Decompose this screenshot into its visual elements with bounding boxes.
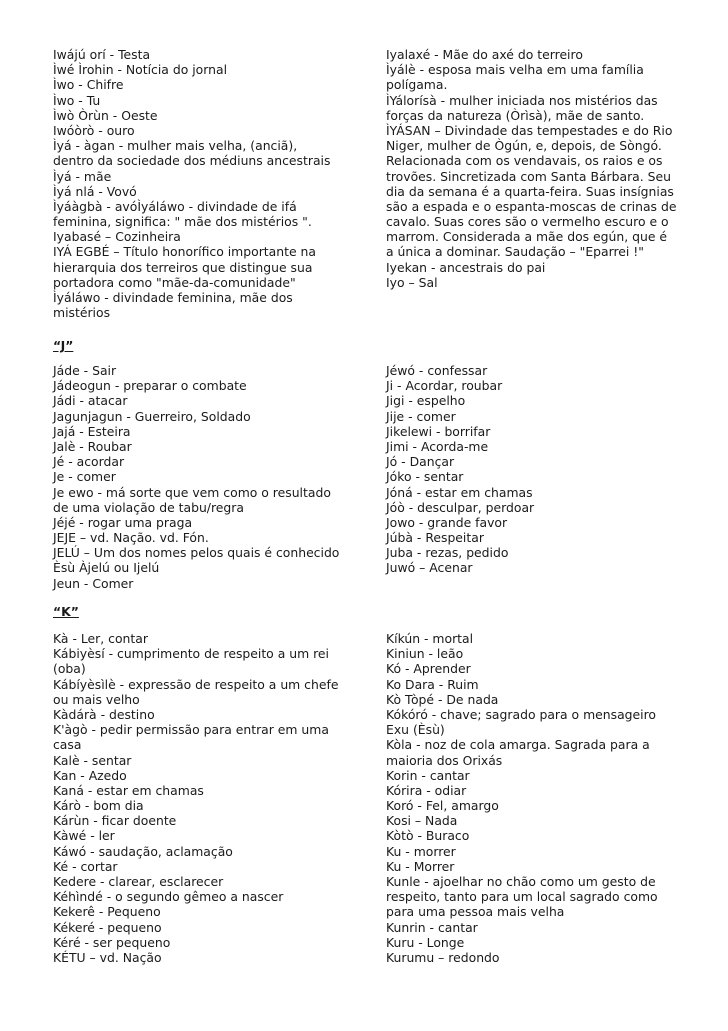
section-j-heading: “J” — [53, 338, 74, 353]
entry-line: dia da semana é a quarta-feira. Suas insígnias — [386, 183, 674, 199]
entry-line: Kalè - sentar — [53, 752, 132, 768]
entry-line: Ìyálè - esposa mais velha em uma família — [386, 62, 644, 78]
entry-line: Jajá - Esteira — [53, 423, 131, 439]
entry-line: forças da natureza (Òrìsà), mãe de santo. — [386, 107, 645, 123]
entry-line: Jéwó - confessar — [386, 363, 488, 378]
entry-line: Jikelewi - borrifar — [386, 423, 491, 439]
section-k-left-column — [53, 631, 353, 965]
section-j-left-column — [53, 363, 353, 591]
entry-line: para uma pessoa mais velha — [386, 904, 565, 920]
entry-line: Jó - Dançar — [386, 454, 455, 470]
entry-line: Kókóró - chave; sagrado para o mensageiro — [386, 706, 656, 722]
entry-line: Niger, mulher de Ògún, e, depois, de Sòngó. — [386, 138, 662, 154]
entry-line: Exu (Èsù) — [386, 722, 445, 738]
entry-line: Kunle - ajoelhar no chão como um gesto de — [386, 874, 656, 889]
section-i-right-column — [386, 47, 676, 290]
entry-line: marrom. Considerada a mãe dos egún, que é — [386, 229, 668, 245]
entry-line: Je - comer — [53, 469, 116, 485]
entry-line: Kòtò - Buraco — [386, 828, 470, 844]
entry-line: polígama. — [386, 77, 448, 93]
entry-line: Jádeogun - preparar o combate — [53, 378, 247, 394]
entry-line: Kòla - noz de cola amarga. Sagrada para a — [386, 737, 650, 753]
entry-line: (oba) — [53, 661, 86, 677]
entry-line: Kosi – Nada — [386, 813, 458, 829]
entry-line: ÌYálorísà - mulher iniciada nos mistérios das — [386, 92, 658, 108]
entry-line: Jalè - Roubar — [53, 438, 132, 454]
entry-line: Kábiyèsí - cumprimento de respeito a um rei — [53, 646, 329, 662]
entry-line: Jádi - atacar — [53, 393, 128, 409]
entry-line: Korin - cantar — [386, 767, 470, 783]
entry-line: Ìyá nlá - Vovó — [53, 183, 137, 199]
section-j-heading-wrap — [53, 338, 675, 353]
entry-line: Jéjé - rogar uma praga — [53, 514, 193, 530]
entry-line: Kéhìndé - o segundo gêmeo a nascer — [53, 889, 284, 905]
entry-line: Kan - Azedo — [53, 767, 127, 783]
entry-line: Iyo – Sal — [386, 274, 438, 290]
entry-line: Kàwé - ler — [53, 828, 115, 844]
entry-line: de uma violação de tabu/regra — [53, 499, 244, 515]
entry-line: JELÚ – Um dos nomes pelos quais é conhecido — [53, 545, 340, 561]
entry-line: Jimi - Acorda-me — [386, 438, 489, 454]
entry-line: Kékeré - pequeno — [53, 919, 162, 935]
entry-line: Ìyáàgbà - avóÌyáláwo - divindade de ifá — [53, 198, 297, 214]
entry-line: Kárò - bom dia — [53, 798, 144, 814]
entry-line: Kàdárà - destino — [53, 706, 155, 722]
entry-line: Kunrin - cantar — [386, 919, 478, 935]
entry-line: Juba - rezas, pedido — [386, 545, 509, 561]
entry-line: Kárùn - ficar doente — [53, 813, 177, 829]
entry-line: Iyabasé – Cozinheira — [53, 229, 181, 245]
section-k-heading-wrap — [53, 604, 675, 619]
entry-line: Relacionada com os vendavais, os raios e os — [386, 153, 663, 169]
entry-line: IYÁ EGBÉ – Título honorífico importante na — [53, 244, 316, 260]
entry-line: Jije - comer — [386, 408, 456, 424]
entry-line: Ìyáláwo - divindade feminina, mãe dos — [53, 290, 293, 305]
section-j-right-column — [386, 363, 676, 576]
section-k-right-column — [386, 631, 676, 965]
entry-line: Kó - Aprender — [386, 661, 471, 677]
entry-line: KÉTU – vd. Nação — [53, 949, 162, 965]
entry-line: Jagunjagun - Guerreiro, Soldado — [53, 408, 251, 424]
entry-line: trovões. Sincretizada com Santa Bárbara. Seu — [386, 168, 671, 184]
entry-line: Èsù Àjelú ou Ijelú — [53, 560, 160, 576]
entry-line: são a espada e o espanta-moscas de crinas de — [386, 198, 677, 214]
entry-line: Ku - morrer — [386, 843, 456, 859]
entry-line: a única a dominar. Saudação – "Eparrei !" — [386, 244, 644, 260]
entry-line: Jóò - desculpar, perdoar — [386, 499, 535, 515]
entry-line: Ku - Morrer — [386, 858, 455, 874]
entry-line: Jóko - sentar — [386, 469, 464, 485]
entry-line: JEJE – vd. Nação. vd. Fón. — [53, 530, 209, 546]
entry-line: Koró - Fel, amargo — [386, 798, 499, 814]
entry-line: Kurumu – redondo — [386, 949, 500, 965]
entry-line: Kiniun - leão — [386, 646, 464, 662]
entry-line: Kuru - Longe — [386, 934, 465, 950]
entry-line: Jáde - Sair — [53, 363, 117, 378]
entry-line: ou mais velho — [53, 691, 140, 707]
entry-line: Kéré - ser pequeno — [53, 934, 171, 950]
entry-line: Ìyá - mãe — [53, 168, 112, 184]
entry-line: portadora como "mãe-da-comunidade" — [53, 274, 296, 290]
entry-line: Kábíyèsìlè - expressão de respeito a um chefe — [53, 676, 339, 692]
entry-line: respeito, tanto para um local sagrado como — [386, 889, 658, 905]
entry-line: casa — [53, 737, 82, 753]
entry-line: Iyekan - ancestrais do pai — [386, 259, 546, 275]
entry-line: Iwóòrò - ouro — [53, 122, 135, 138]
entry-line: Ko Dara - Ruim — [386, 676, 479, 692]
entry-line: Jóná - estar em chamas — [386, 484, 533, 500]
entry-line: Jowo - grande favor — [386, 514, 508, 530]
entry-line: maioria dos Orixás — [386, 752, 503, 768]
entry-line: Kà - Ler, contar — [53, 631, 148, 646]
entry-line: Ìwo - Chifre — [53, 77, 124, 93]
entry-line: Ìwò Òrùn - Oeste — [53, 107, 158, 123]
entry-line: mistérios — [53, 305, 111, 321]
entry-line: Jeun - Comer — [53, 575, 134, 591]
entry-line: Ìwo - Tu — [53, 92, 101, 108]
entry-line: Jé - acordar — [53, 454, 125, 470]
entry-line: Kò Tòpé - De nada — [386, 691, 499, 707]
entry-line: Kedere - clarear, esclarecer — [53, 874, 224, 889]
entry-line: Ké - cortar — [53, 858, 118, 874]
entry-line: Kórira - odiar — [386, 782, 467, 798]
entry-line: ÌYÁSAN – Divindade das tempestades e do Rio — [386, 122, 673, 138]
entry-line: cavalo. Suas cores são o vermelho escuro e o — [386, 214, 669, 230]
entry-line: Je ewo - má sorte que vem como o resultado — [53, 484, 331, 500]
entry-line: Ìwé Ìrohin - Notícia do jornal — [53, 62, 228, 78]
entry-line: Jigi - espelho — [386, 393, 466, 409]
entry-line: K'àgò - pedir permissão para entrar em uma — [53, 722, 329, 738]
entry-line: hierarquia dos terreiros que distingue sua — [53, 259, 313, 275]
entry-line: Kekerê - Pequeno — [53, 904, 161, 920]
entry-line: feminina, significa: " mãe dos mistérios ". — [53, 214, 312, 230]
section-k-heading: “K” — [53, 604, 79, 619]
entry-line: Iwájú orí - Testa — [53, 47, 151, 62]
entry-line: Kíkún - mortal — [386, 631, 474, 646]
entry-line: Káwó - saudação, aclamação — [53, 843, 233, 859]
entry-line: Iyalaxé - Mãe do axé do terreiro — [386, 47, 583, 62]
entry-line: dentro da sociedade dos médiuns ancestrais — [53, 153, 331, 169]
entry-line: Juwó – Acenar — [386, 560, 473, 576]
entry-line: Ji - Acordar, roubar — [386, 378, 503, 394]
entry-line: Kaná - estar em chamas — [53, 782, 204, 798]
entry-line: Ìyá - àgan - mulher mais velha, (anciã), — [53, 138, 298, 154]
entry-line: Júbà - Respeitar — [386, 530, 484, 546]
section-i-left-column — [53, 47, 353, 320]
